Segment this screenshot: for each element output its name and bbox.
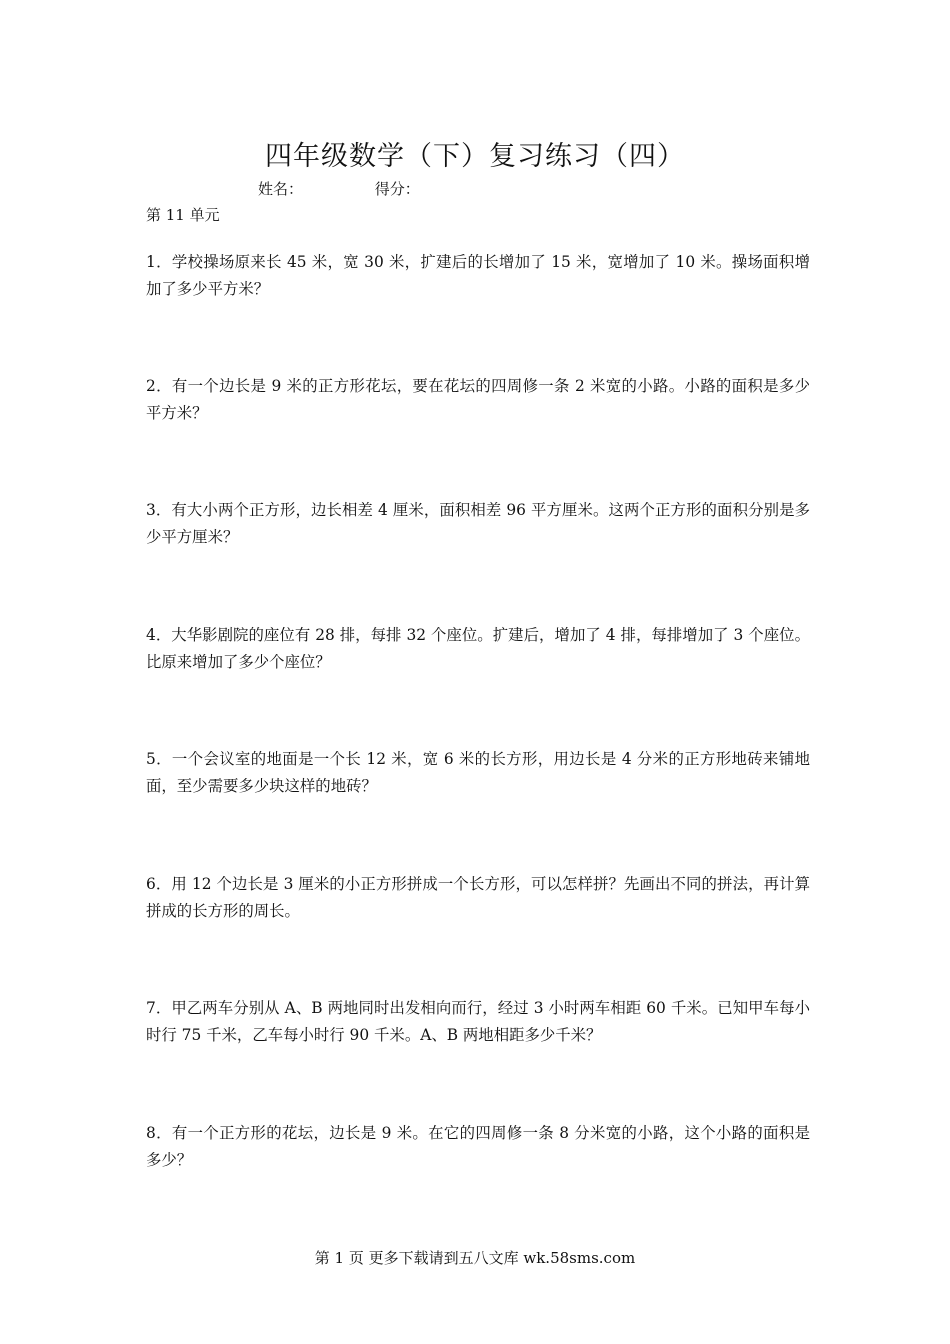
question-1: 1．学校操场原来长 45 米，宽 30 米，扩建后的长增加了 15 米，宽增加了 10 米。操场面积增加了多少平方米？	[146, 253, 810, 298]
page-footer: 第 1 页 更多下载请到五八文库 wk.58sms.com	[314, 1249, 636, 1267]
question-8: 8．有一个正方形的花坛，边长是 9 米。在它的四周修一条 8 分米宽的小路，这个小路的面积是多少？	[146, 1124, 810, 1169]
question-5: 5．一个会议室的地面是一个长 12 米，宽 6 米的长方形，用边长是 4 分米的正方形地砖来铺地面，至少需要多少块这样的地砖？	[146, 750, 810, 795]
unit-label: 第 11 单元	[146, 206, 220, 224]
question-6: 6．用 12 个边长是 3 厘米的小正方形拼成一个长方形，可以怎样拼？先画出不同的拼法，再计算拼成的长方形的周长。	[146, 875, 810, 920]
student-info-row	[258, 178, 420, 199]
name-label: 姓名：	[258, 180, 304, 198]
question-2: 2．有一个边长是 9 米的正方形花坛，要在花坛的四周修一条 2 米宽的小路。小路的面积是多少平方米？	[146, 377, 810, 422]
question-3: 3．有大小两个正方形，边长相差 4 厘米，面积相差 96 平方厘米。这两个正方形的面积分别是多少平方厘米？	[146, 501, 810, 546]
question-4: 4．大华影剧院的座位有 28 排，每排 32 个座位。扩建后，增加了 4 排，每排增加了 3 个座位。比原来增加了多少个座位？	[146, 626, 810, 671]
score-label: 得分：	[374, 180, 420, 198]
page-title: 四年级数学（下）复习练习（四）	[265, 141, 685, 172]
question-7: 7．甲乙两车分别从 A、B 两地同时出发相向而行，经过 3 小时两车相距 60 千米。已知甲车每小时行 75 千米，乙车每小时行 90 千米。A、B 两地相距多少千米？	[146, 999, 810, 1044]
